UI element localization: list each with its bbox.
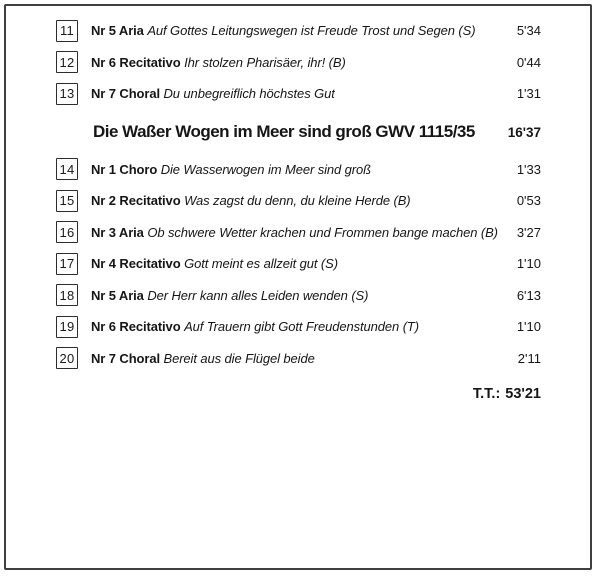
- track-row: [56, 185, 541, 217]
- track-number: 18: [59, 287, 75, 303]
- track-number: 20: [59, 350, 75, 366]
- track-number-box: [56, 347, 78, 369]
- track-number-box: [56, 253, 78, 275]
- work-heading: [56, 122, 541, 154]
- booklet-page: [4, 4, 592, 570]
- track-row: [56, 311, 541, 343]
- track-number-box: [56, 158, 78, 180]
- track-number: 19: [59, 319, 75, 335]
- track-number: 14: [59, 161, 75, 177]
- total-time: [56, 378, 541, 410]
- movement-label: Nr 7 Choral: [91, 350, 160, 366]
- track-row: [56, 217, 541, 249]
- track-title: Auf Trauern gibt Gott Freudenstunden (T): [184, 319, 419, 335]
- track-row: [56, 15, 541, 47]
- track-number: 15: [59, 193, 75, 209]
- work-duration: 16'37: [507, 124, 541, 140]
- track-row: [56, 343, 541, 375]
- track-title: Die Wasserwogen im Meer sind groß: [160, 161, 371, 177]
- movement-label: Nr 5 Aria: [91, 287, 144, 303]
- track-title: Was zagst du denn, du kleine Herde (B): [184, 193, 411, 209]
- total-time-value: 53'21: [505, 386, 541, 402]
- track-number-box: [56, 221, 78, 243]
- track-number: 13: [59, 86, 75, 102]
- track-number: 11: [59, 23, 75, 39]
- movement-label: Nr 4 Recitativo: [91, 256, 181, 272]
- track-number-box: [56, 284, 78, 306]
- track-duration: 1'33: [516, 161, 541, 177]
- track-row: [56, 280, 541, 312]
- track-row: [56, 78, 541, 110]
- track-title: Gott meint es allzeit gut (S): [184, 256, 338, 272]
- track-number-box: [56, 316, 78, 338]
- track-number: 12: [59, 54, 75, 70]
- movement-label: Nr 3 Aria: [91, 224, 144, 240]
- track-duration: 3'27: [516, 224, 541, 240]
- movement-label: Nr 2 Recitativo: [91, 193, 181, 209]
- track-number-box: [56, 83, 78, 105]
- track-title: Auf Gottes Leitungswegen ist Freude Trost und Segen (S): [147, 23, 476, 39]
- track-title: Bereit aus die Flügel beide: [163, 350, 315, 366]
- movement-label: Nr 7 Choral: [91, 86, 160, 102]
- track-title: Du unbegreiflich höchstes Gut: [163, 86, 335, 102]
- track-duration: 6'13: [516, 287, 541, 303]
- total-time-label: T.T.:: [472, 386, 501, 402]
- track-row: [56, 154, 541, 186]
- track-duration: 1'31: [516, 86, 541, 102]
- movement-label: Nr 1 Choro: [91, 161, 158, 177]
- track-number: 16: [59, 224, 75, 240]
- track-duration: 2'11: [517, 350, 541, 366]
- track-row: [56, 248, 541, 280]
- track-title: Ob schwere Wetter krachen und Frommen bange machen (B): [147, 224, 498, 240]
- track-number-box: [56, 190, 78, 212]
- movement-label: Nr 6 Recitativo: [91, 319, 181, 335]
- track-number-box: [56, 20, 78, 42]
- track-row: [56, 47, 541, 79]
- movement-label: Nr 6 Recitativo: [91, 54, 181, 70]
- track-number-box: [56, 51, 78, 73]
- tracklist: [6, 6, 590, 410]
- movement-label: Nr 5 Aria: [91, 23, 144, 39]
- track-duration: 0'53: [516, 193, 541, 209]
- work-title: Die Waßer Wogen im Meer sind groß GWV 1115/35: [93, 121, 475, 141]
- track-duration: 5'34: [516, 23, 541, 39]
- track-duration: 1'10: [516, 319, 541, 335]
- track-number: 17: [59, 256, 75, 272]
- track-duration: 1'10: [516, 256, 541, 272]
- track-title: Der Herr kann alles Leiden wenden (S): [147, 287, 369, 303]
- track-title: Ihr stolzen Pharisäer, ihr! (B): [184, 54, 346, 70]
- track-duration: 0'44: [516, 54, 541, 70]
